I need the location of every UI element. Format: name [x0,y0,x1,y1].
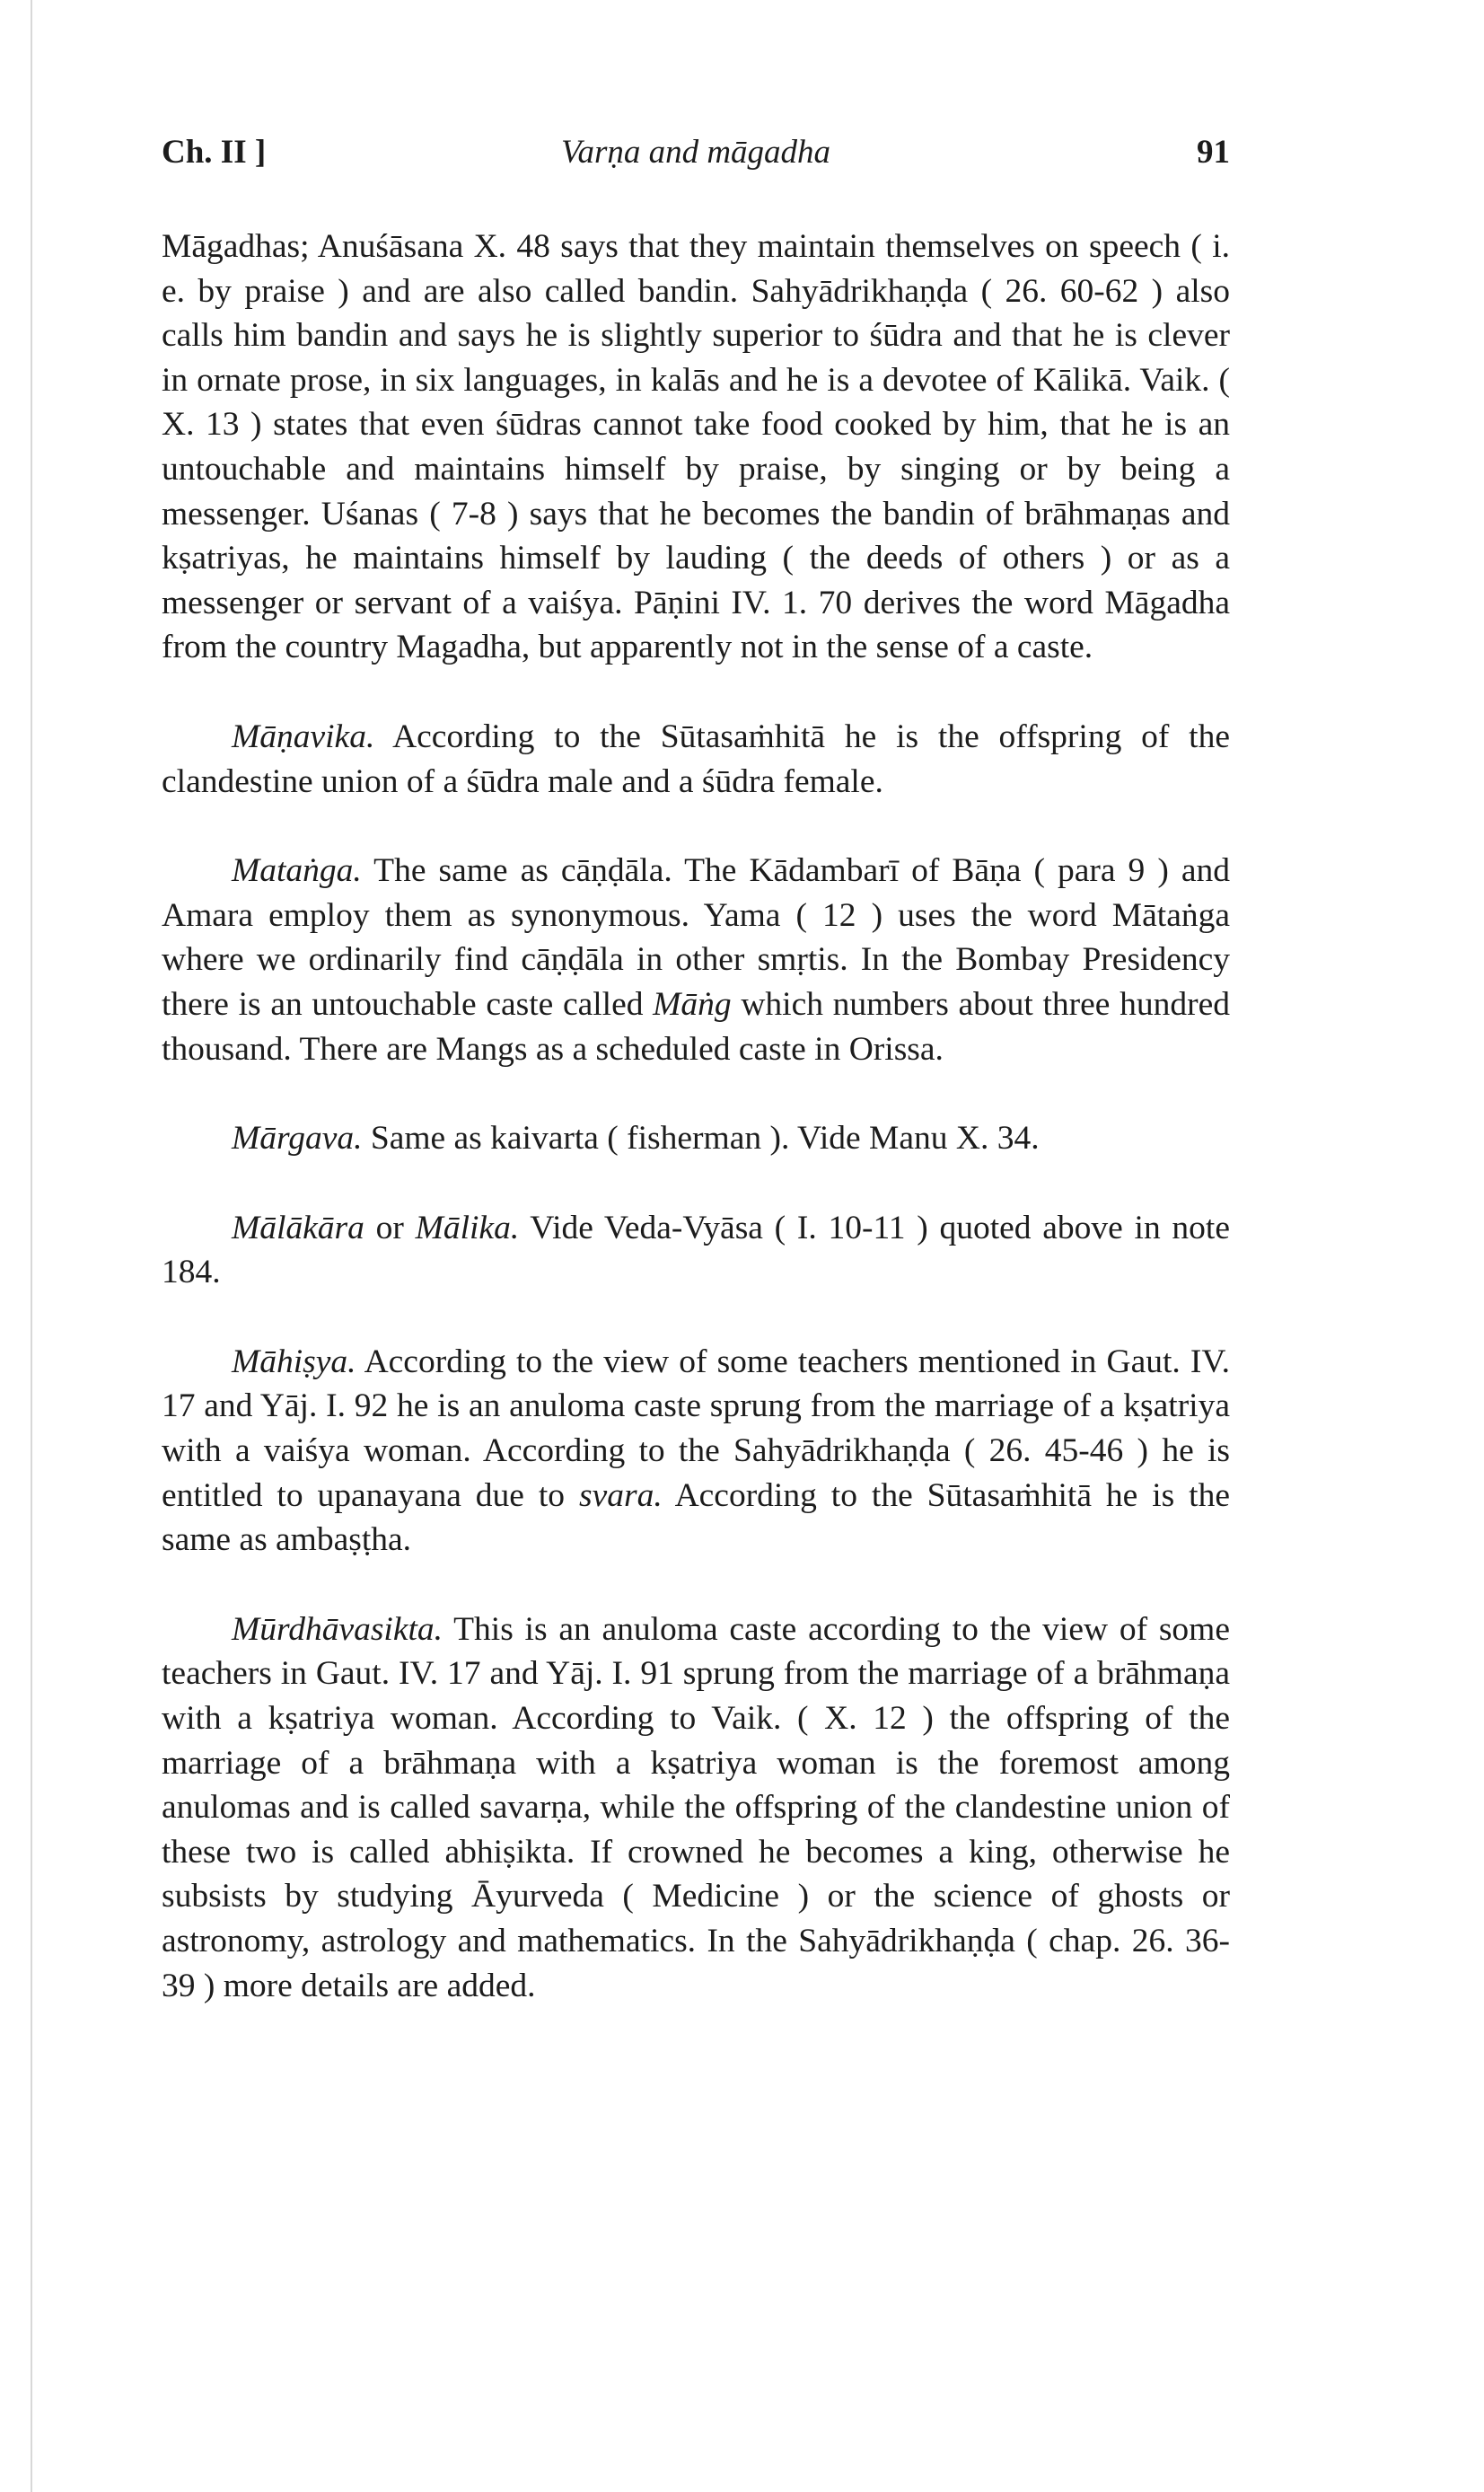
entry-text: Same as kaivarta ( fisherman ). Vide Manu X. 34. [362,1120,1040,1158]
entry-term: Mārgava. [232,1120,363,1158]
running-head [162,133,1230,187]
entry-term-inline: Māṅg [653,985,732,1023]
entry-mahisya [162,1340,1230,1563]
entry-term-inline: Mālika. [415,1209,520,1246]
entry-term: Mataṅga. [232,852,362,890]
entry-term: Māhiṣya. [232,1343,356,1380]
entry-murdhavasikta [162,1607,1230,2008]
entry-term: Mālākāra [232,1209,364,1246]
entry-term: Mūrdhāvasikta. [232,1610,443,1648]
entry-text-continued: which numbers about three hundred thousand. There are Mangs as a scheduled caste in Orissa. [162,985,1230,1068]
entry-term-inline: svara. [578,1476,663,1514]
scan-edge-line [31,0,32,2492]
entry-text: or [364,1209,416,1246]
entry-text-continued: According to the Sūtasaṁhitā he is the same as ambaṣṭha. [162,1476,1230,1559]
entry-text-continued: Vide Veda-Vyāsa ( I. 10-11 ) quoted above in note 184. [162,1209,1230,1291]
entry-term: Māṇavika. [232,718,375,755]
entry-manavika [162,715,1230,804]
paragraph-text: Māgadhas; Anuśāsana X. 48 says that they maintain themselves on speech ( i. e. by praise ) and are also called bandin. Sahyādrikhaṇḍa ( 26. 60-62 ) also calls him bandin and says he is slightly superior to śūdra and that he is clever in ornate prose, in six languages, in kalās and he is a devotee of Kālikā. Vaik. ( X. 13 ) states that even śūdras cannot take food cooked by him, that he is an untouchable and maintains himself by praise, by singing or by being a messenger. Uśanas ( 7-8 ) says that he becomes the bandin of brāhmaṇas and kṣatriyas, he maintains himself by lauding ( the deeds of others ) or as a messenger or servant of a vaiśya. Pāṇini IV. 1. 70 derives the word Māgadha from the country Magadha, but apparently not in the sense of a caste. [162,228,1230,666]
entry-malakara [162,1206,1230,1295]
entry-matanga [162,849,1230,1071]
entry-text: According to the Sūtasaṁhitā he is the offspring of the clandestine union of a śūdra male and a śūdra female. [162,718,1230,800]
entry-margava [162,1116,1230,1161]
entry-text: The same as cāṇḍāla. The Kādambarī of Bāṇa ( para 9 ) and Amara employ them as synonymous. Yama ( 12 ) uses the word Mātaṅga where we ordinarily find cāṇḍāla in other smṛtis. In the Bombay Presidency there is an untouchable caste called [162,852,1230,1023]
page-number: 91 [1197,134,1230,171]
entry-text: According to the view of some teachers mentioned in Gaut. IV. 17 and Yāj. I. 92 he is an anuloma caste sprung from the marriage of a kṣatriya with a vaiśya woman. According to the Sahyādrikhaṇḍa ( 26. 45-46 ) he is entitled to upanayana due to [162,1343,1230,1514]
chapter-label: Ch. II ] [162,134,267,171]
paragraph-magadha-continued [162,225,1230,670]
entry-text: This is an anuloma caste according to the view of some teachers in Gaut. IV. 17 and Yāj. I. 91 sprung from the marriage of a brāhmaṇa with a kṣatriya woman. According to Vaik. ( X. 12 ) the offspring of the marriage of a brāhmaṇa with a kṣatriya woman is the foremost among anulomas and is called savarṇa, while the offspring of the clandestine union of these two is called abhiṣikta. If crowned he becomes a king, otherwise he subsists by studying Āyurveda ( Medicine ) or the science of ghosts or astronomy, astrology and mathematics. In the Sahyādrikhaṇḍa ( chap. 26. 36-39 ) more details are added. [162,1610,1230,2004]
running-title: Varṇa and māgadha [560,134,831,171]
body-text [162,225,1230,2008]
